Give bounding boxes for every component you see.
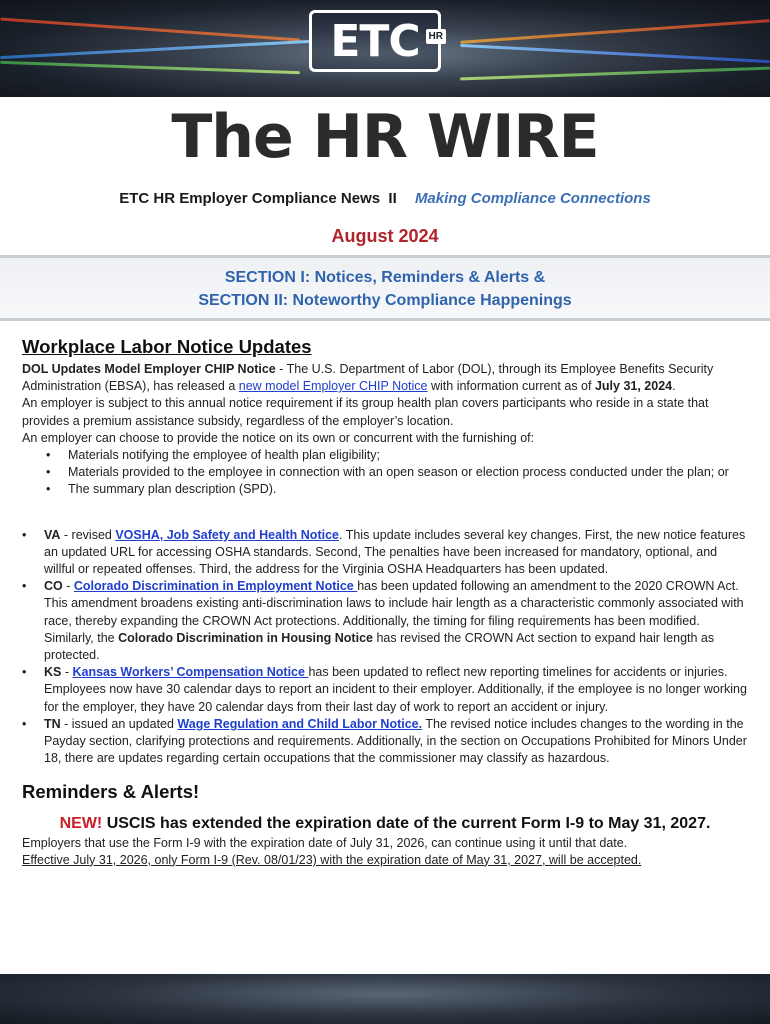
state-text: . This update includes several key changes. First, the new notice features an updated URL for accessing OSHA standards. Second, The penalties have been increased for mandatory, optional, and willful or repeated offenses. Third, the address for the Virginia OSHA Headquarters has been updated.	[44, 527, 746, 577]
state-item-tn	[44, 716, 748, 768]
logo-hr-badge: HR	[426, 29, 446, 44]
dol-text-3: .	[672, 379, 676, 394]
main-content	[22, 336, 748, 869]
footer-band	[0, 974, 770, 1024]
state-updates-list	[44, 527, 748, 768]
tennessee-notice-link[interactable]: Wage Regulation and Child Labor Notice.	[177, 716, 423, 731]
list-item: • Materials provided to the employee in connection with an open season or election process conducted under the plan; or	[68, 464, 748, 481]
state-code: CO	[44, 579, 63, 594]
reminders-section	[22, 781, 748, 869]
state-text: - revised	[60, 527, 116, 542]
housing-notice-title: Colorado Discrimination in Housing Notice	[118, 630, 373, 645]
section-band	[0, 255, 770, 321]
header-banner	[0, 0, 770, 97]
dol-text-2: with information current as of	[427, 379, 595, 394]
cable-decoration	[0, 40, 310, 59]
cable-decoration	[460, 19, 769, 44]
dol-title: DOL Updates Model Employer CHIP Notice	[22, 362, 276, 376]
kansas-notice-link[interactable]: Kansas Workers’ Compensation Notice	[72, 665, 309, 680]
state-text: has been updated following an amendment to the 2020 CROWN Act. This amendment broadens existing anti-discrimination laws to include hair length as a characteristic commonly associated with race, thereby expanding the CROWN Act protections. Additionally, the timing for filing requirements has been modified. Similarly, the	[44, 579, 744, 645]
uscis-headline	[22, 815, 748, 832]
state-text: - issued an updated	[60, 716, 178, 731]
state-item-co	[44, 578, 748, 664]
state-code: VA	[44, 527, 61, 542]
labor-notice-heading: Workplace Labor Notice Updates	[22, 336, 312, 357]
newsletter-title: The HR WIRE	[171, 102, 599, 172]
state-item-va	[44, 527, 748, 579]
state-text: The revised notice includes changes to the wording in the Payday section, clarifying protections and requirements. Additionally, in the section on Occupations Prohibited for Minors Under 18, there are updates regarding certain occupations that the commissioner may classify as hazardous.	[44, 716, 747, 766]
chip-notice-link[interactable]: new model Employer CHIP Notice	[238, 379, 428, 394]
reminders-heading: Reminders & Alerts!	[22, 781, 200, 803]
dol-paragraph	[22, 361, 748, 395]
state-code: TN	[44, 716, 61, 731]
form-i9-line-1: Employers that use the Form I-9 with the expiration date of July 31, 2026, can continue using it until that date.	[22, 835, 628, 850]
logo-text: ETC	[330, 15, 420, 67]
colorado-notice-link[interactable]: Colorado Discrimination in Employment Notice	[73, 579, 358, 594]
subtitle-row	[0, 190, 770, 207]
uscis-headline-text: USCIS has extended the expiration date of the current Form I-9 to May 31, 2027.	[102, 815, 711, 833]
etc-hr-logo	[309, 10, 441, 72]
list-item: • Materials notifying the employee of health plan eligibility;	[68, 447, 748, 464]
concurrent-paragraph: An employer can choose to provide the notice on its own or concurrent with the furnishing of:	[22, 430, 535, 445]
furnishing-list	[68, 447, 748, 499]
new-label: NEW!	[59, 815, 103, 833]
state-text: -	[61, 665, 73, 680]
cable-decoration	[460, 44, 770, 63]
issue-date: August 2024	[331, 226, 439, 246]
dol-text-1: - The U.S. Department of Labor (DOL), through its Employee Benefits Security Administration (EBSA), has released a	[22, 362, 714, 394]
cable-decoration	[0, 18, 299, 42]
state-code: KS	[44, 665, 62, 680]
subject-paragraph: An employer is subject to this annual notice requirement if its group health plan covers participants who reside in a state that provides a premium assistance subsidy, regardless of the employer’s location.	[22, 396, 709, 428]
dol-date: July 31, 2024	[594, 379, 673, 394]
state-text: has revised the CROWN Act section to expand hair length as protected.	[44, 630, 715, 663]
tagline: Making Compliance Connections	[414, 190, 651, 207]
section-line-2: SECTION II: Noteworthy Compliance Happenings	[198, 292, 572, 309]
form-i9-line-2: Effective July 31, 2026, only Form I-9 (Rev. 08/01/23) with the expiration date of May 31, 2027, will be accepted.	[22, 852, 642, 867]
cable-decoration	[460, 67, 770, 81]
state-text: -	[62, 579, 74, 594]
list-item: • The summary plan description (SPD).	[68, 481, 748, 498]
section-line-1: SECTION I: Notices, Reminders & Alerts &	[224, 269, 546, 286]
state-text: has been updated to reflect new reporting timelines for accidents or injuries. Employees now have 30 calendar days to report an incident to their employer. Additionally, if the employee is no longer working for the employer, they have 20 calendar days from their last day of work to report an accident or injury.	[44, 665, 747, 714]
cable-decoration	[0, 61, 300, 74]
state-item-ks	[44, 664, 748, 716]
subtitle: ETC HR Employer Compliance News II	[119, 190, 397, 207]
vosha-notice-link[interactable]: VOSHA, Job Safety and Health Notice	[115, 527, 339, 542]
